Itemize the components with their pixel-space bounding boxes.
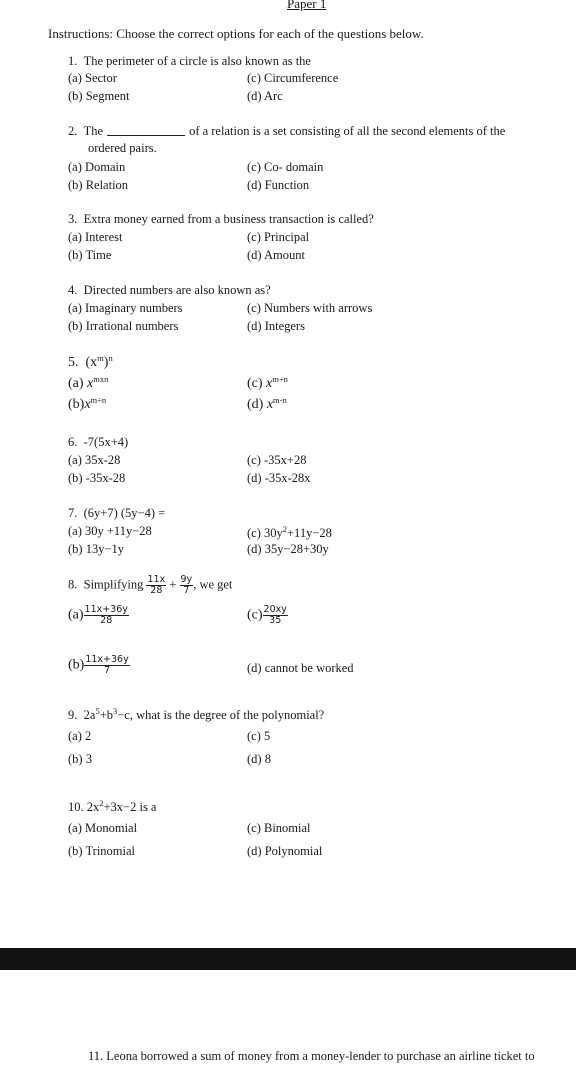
option-d[interactable]: (d) 8 [247,752,271,766]
option-d[interactable]: (d) -35x-28x [247,471,311,485]
option-a[interactable]: (a) 35x-28 [68,453,121,467]
fraction: $\frac{9y}{7}$ [180,574,193,596]
question-11-stem: 11. Leona borrowed a sum of money from a money-lender to purchase an airline ticket to [88,1049,535,1063]
option-d[interactable]: (d) Integers [247,319,305,333]
option-b[interactable]: (b) $\frac{11x+36y}{7}$ [68,654,129,676]
option-d[interactable]: (d) cannot be worked [247,661,354,675]
option-c[interactable]: (c) Circumference [247,71,339,85]
fraction: $\frac{11x+36y}{7}$ [85,654,129,676]
option-c[interactable]: (c) Principal [247,230,310,244]
option-c[interactable]: (c) -35x+28 [247,453,307,467]
option-b[interactable]: (b) Relation [68,178,129,192]
option-a[interactable]: (a) Domain [68,160,126,174]
fraction: $\frac{11x+36y}{28}$ [84,604,128,626]
paper-header: Paper 1 [287,0,327,11]
question-stem: 7. (6y+7) (5y−4) = [68,506,166,520]
option-a[interactable]: (a) $x^{mxn}$ [68,374,109,391]
instructions: Instructions: Choose the correct options for each of the questions below. [48,26,424,41]
question-stem: 8. Simplifying $\frac{11x}{28}$ + $\frac{9y}{7}$ , we get [68,574,233,596]
option-b[interactable]: (b) -35x-28 [68,471,126,485]
question-stem: 4. Directed numbers are also known as? [68,283,271,297]
option-b[interactable]: (b) 3 [68,752,92,766]
option-c[interactable]: (c) $30y^2+11y-28$ [247,524,332,540]
option-c[interactable]: (c) Co- domain [247,160,324,174]
option-d[interactable]: (d) Polynomial [247,844,323,858]
option-c[interactable]: (c) Numbers with arrows [247,301,373,315]
question-stem: 5. $(x^m)^n$ [68,353,113,370]
question-stem: 10. $2x^2+3x-2$ is a [68,798,157,814]
option-b[interactable]: (b) Segment [68,89,130,103]
option-b[interactable]: (b) 13y−1y [68,542,124,556]
option-d[interactable]: (d) 35y−28+30y [247,542,329,556]
question-stem: 9. $2a^5+b^3-c$, what is the degree of the polynomial? [68,706,325,722]
question-stem: 2. The of a relation is a set consisting of all the second elements of the [68,124,506,138]
option-d[interactable]: (d) Function [247,178,310,192]
option-c[interactable]: (c) 5 [247,729,271,743]
answer-blank [107,135,185,136]
question-stem-cont: ordered pairs. [88,141,157,155]
fraction: $\frac{20xy}{35}$ [263,604,287,626]
fraction: $\frac{11x}{28}$ [147,574,166,596]
question-stem: 3. Extra money earned from a business transaction is called? [68,212,374,226]
option-a[interactable]: (a) Sector [68,71,117,85]
option-a[interactable]: (a) Monomial [68,821,138,835]
option-a[interactable]: (a) Interest [68,230,123,244]
page-divider-bar [0,948,576,970]
option-a[interactable]: (a) $\frac{11x+36y}{28}$ [68,604,128,626]
option-c[interactable]: (c) $\frac{20xy}{35}$ [247,604,287,626]
option-a[interactable]: (a) 2 [68,729,92,743]
option-a[interactable]: (a) 30y +11y−28 [68,524,152,538]
option-b[interactable]: (b) Time [68,248,112,262]
option-a[interactable]: (a) Imaginary numbers [68,301,183,315]
option-b[interactable]: (b) Irrational numbers [68,319,179,333]
option-d[interactable]: (d) $x^{m-n}$ [247,395,287,412]
option-d[interactable]: (d) Amount [247,248,305,262]
option-c[interactable]: (c) Binomial [247,821,311,835]
option-b[interactable]: $(b)x^{m\div n}$ [68,395,107,412]
option-d[interactable]: (d) Arc [247,89,283,103]
question-stem: 1. The perimeter of a circle is also known as the [68,54,311,68]
question-stem: 6. -7(5x+4) [68,435,129,449]
option-b[interactable]: (b) Trinomial [68,844,136,858]
option-c[interactable]: (c) $x^{m+n}$ [247,374,288,391]
